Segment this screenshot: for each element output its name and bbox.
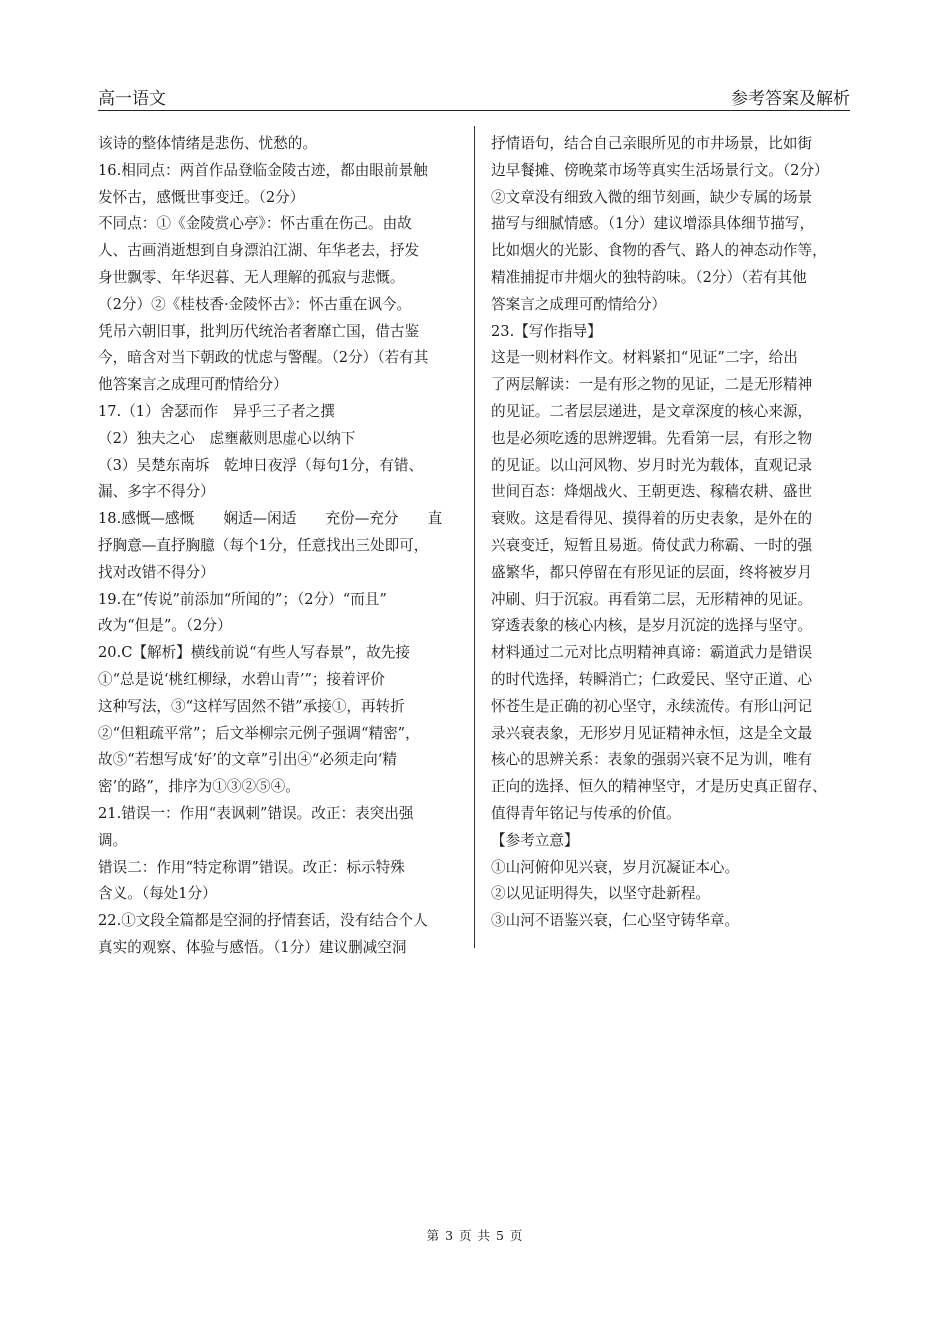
text-line: ②文章没有细致入微的细节刻画，缺少专属的场景 bbox=[491, 188, 813, 206]
text-line: 故⑤“若想写成‘好’的文章”引出④“必须走向‘精 bbox=[98, 751, 397, 769]
text-line: 正向的选择、恒久的精神坚守，才是历史真正留存、 bbox=[491, 778, 827, 796]
text-line: 密’的路”，排序为①③②⑤④。 bbox=[98, 778, 300, 796]
text-line: 材料通过二元对比点明精神真谛：霸道武力是错误 bbox=[491, 644, 813, 662]
text-line: 录兴衰表象，无形岁月见证精神永恒，这是全文最 bbox=[491, 724, 813, 742]
text-line: 怀苍生是正确的初心坚守，永续流传。有形山河记 bbox=[491, 697, 813, 715]
text-line: 16.相同点：两首作品登临金陵古迹，都由眼前景触 bbox=[98, 161, 428, 179]
text-line: 23.【写作指导】 bbox=[491, 322, 602, 340]
text-line: 的见证。二者层层递进，是文章深度的核心来源， bbox=[491, 402, 813, 420]
text-line: 身世飘零、年华迟暮、无人理解的孤寂与悲慨。 bbox=[98, 268, 405, 286]
text-line: （3）吴楚东南坼 乾坤日夜浮（每句1分，有错、 bbox=[98, 456, 424, 474]
text-line: 找对改错不得分） bbox=[98, 563, 215, 581]
text-line: 错误二：作用“特定称谓”错误。改正：标示特殊 bbox=[98, 858, 405, 876]
text-line: 改为“但是”。（2分） bbox=[98, 617, 232, 635]
text-line: （2分）②《桂枝香·金陵怀古》：怀古重在讽今。 bbox=[98, 295, 412, 313]
right-column bbox=[491, 131, 853, 935]
text-line: 穿透表象的核心内核，是岁月沉淀的选择与坚守。 bbox=[491, 617, 813, 635]
text-line: 核心的思辨关系：表象的强弱兴衰不足为训，唯有 bbox=[491, 751, 813, 769]
text-line: 边早餐摊、傍晚菜市场等真实生活场景行文。（2分） bbox=[491, 161, 829, 179]
text-line: 的见证。以山河风物、岁月时光为载体，直观记录 bbox=[491, 456, 813, 474]
page-number: 第 3 页 共 5 页 bbox=[426, 1228, 524, 1243]
text-line: 今，暗含对当下朝政的忧虑与警醒。（2分）（若有其 bbox=[98, 349, 429, 367]
text-line: 这种写法，③“这样写固然不错”承接①，再转折 bbox=[98, 697, 405, 715]
text-line: 【参考立意】 bbox=[491, 831, 579, 849]
text-line: 17.（1）舍瑟而作 异乎三子者之撰 bbox=[98, 402, 335, 420]
text-line: （2）独夫之心 虑壅蔽则思虚心以纳下 bbox=[98, 429, 356, 447]
text-line: 描写与细腻情感。（1分）建议增添具体细节描写， bbox=[491, 215, 815, 233]
text-line: ①“总是说‘桃红柳绿，水碧山青’”；接着评价 bbox=[98, 670, 385, 688]
text-line: 抒胸意—直抒胸臆（每个1分，任意找出三处即可， bbox=[98, 536, 429, 554]
text-line: 衰败。这是看得见、摸得着的历史表象，是外在的 bbox=[491, 510, 813, 528]
text-line: 21.错误一：作用“表讽刺”错误。改正：表突出强 bbox=[98, 804, 414, 822]
text-line: 也是必须吃透的思辨逻辑。先看第一层，有形之物 bbox=[491, 429, 813, 447]
text-line: 22.①文段全篇都是空洞的抒情套话，没有结合个人 bbox=[98, 912, 428, 930]
text-line: 人、古画消逝想到自身漂泊江湖、年华老去，抒发 bbox=[98, 242, 420, 260]
text-line: ②“但粗疏平常”；后文举柳宗元例子强调“精密”， bbox=[98, 724, 420, 742]
text-line: ①山河俯仰见兴衰，岁月沉凝证本心。 bbox=[491, 858, 740, 876]
text-line: 抒情语句，结合自己亲眼所见的市井场景，比如街 bbox=[491, 135, 813, 152]
text-line: 答案言之成理可酌情给分） bbox=[491, 295, 667, 313]
text-line: 该诗的整体情绪是悲伤、忧愁的。 bbox=[98, 135, 317, 152]
text-line: 20.C【解析】横线前说“有些人写春景”，故先接 bbox=[98, 644, 410, 662]
text-line: 的时代选择，转瞬消亡；仁政爱民、坚守正道、心 bbox=[491, 670, 813, 688]
subject-title: 高一语文 bbox=[98, 89, 166, 109]
text-line: 19.在“传说”前添加“所闻的”；（2分）“而且” bbox=[98, 590, 387, 608]
left-column bbox=[98, 131, 460, 962]
document-type-title: 参考答案及解析 bbox=[731, 89, 850, 109]
column-divider bbox=[474, 126, 475, 948]
text-line: 比如烟火的光影、食物的香气、路人的神态动作等， bbox=[491, 242, 827, 260]
text-line: 世间百态：烽烟战火、王朝更迭、稼穑农耕、盛世 bbox=[491, 483, 813, 501]
text-line: 发怀古，感慨世事变迁。（2分） bbox=[98, 188, 305, 206]
text-line: 漏、多字不得分） bbox=[98, 483, 215, 501]
text-line: 兴衰变迁，短暂且易逝。倚仗武力称霸、一时的强 bbox=[491, 536, 813, 554]
page-header bbox=[98, 88, 850, 111]
text-line: 盛繁华，都只停留在有形见证的层面，终将被岁月 bbox=[491, 563, 813, 581]
text-line: 了两层解读：一是有形之物的见证，二是无形精神 bbox=[491, 376, 813, 394]
text-line: 调。 bbox=[98, 831, 128, 849]
text-line: 凭吊六朝旧事，批判历代统治者奢靡亡国，借古鉴 bbox=[98, 322, 420, 340]
text-line: 不同点：①《金陵赏心亭》：怀古重在伤己。由故 bbox=[98, 215, 412, 233]
text-line: 值得青年铭记与传承的价值。 bbox=[491, 804, 681, 822]
text-line: 这是一则材料作文。材料紧扣“见证”二字，给出 bbox=[491, 349, 798, 367]
text-line: ③山河不语鉴兴衰，仁心坚守铸华章。 bbox=[491, 912, 740, 930]
text-line: 他答案言之成理可酌情给分） bbox=[98, 376, 288, 394]
text-line: 精准捕捉市井烟火的独特韵味。（2分）（若有其他 bbox=[491, 268, 807, 286]
text-line: 18.感慨—感慨 娴适—闲适 充份—充分 直 bbox=[98, 510, 443, 528]
text-line: 含义。（每处1分） bbox=[98, 885, 217, 903]
text-line: ②以见证明得失，以坚守赴新程。 bbox=[491, 885, 710, 903]
text-line: 真实的观察、体验与感悟。（1分）建议删减空洞 bbox=[98, 938, 407, 956]
text-line: 冲刷、归于沉寂。再看第二层，无形精神的见证。 bbox=[491, 590, 813, 608]
